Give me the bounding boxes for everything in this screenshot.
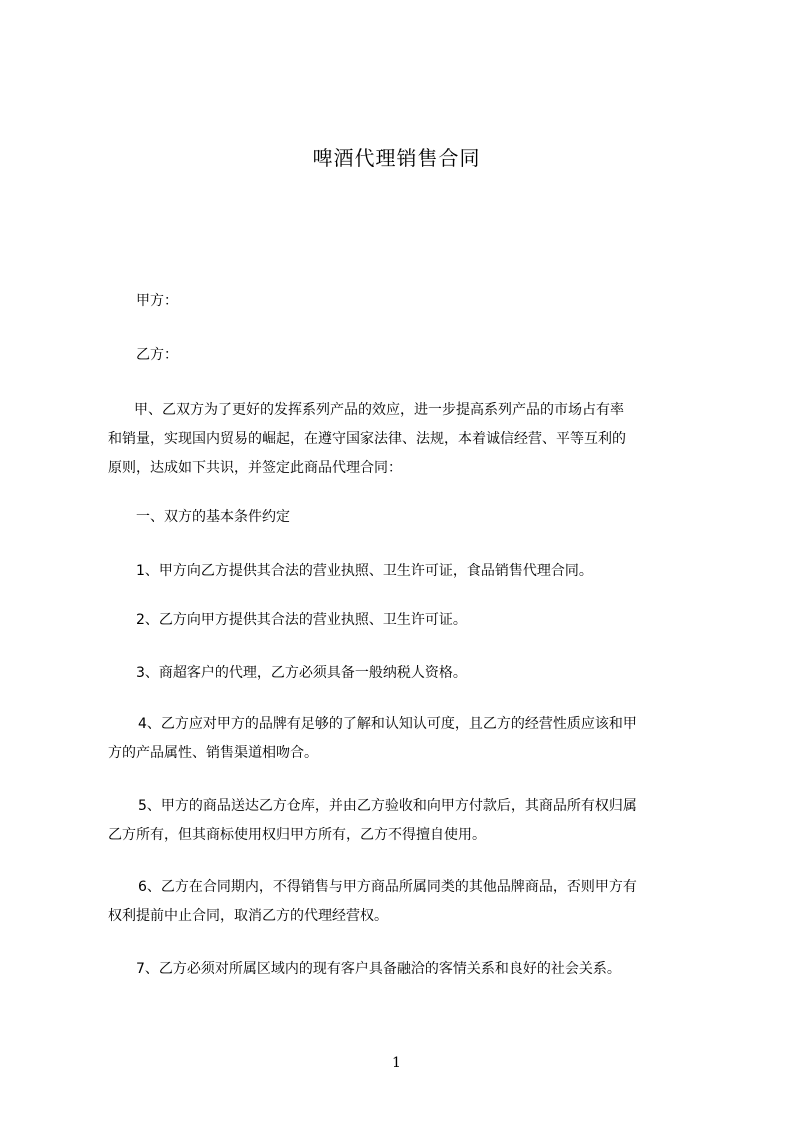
clause-item xyxy=(108,873,708,931)
clause-line: 4、乙方应对甲方的品牌有足够的了解和认知认可度，且乙方的经营性质应该和甲 xyxy=(138,716,637,732)
preamble-line: 甲、乙双方为了更好的发挥系列产品的效应，进一步提高系列产品的市场占有率 xyxy=(120,402,624,418)
page-number: 1 xyxy=(392,1055,401,1071)
party-b-label: 乙方： xyxy=(136,347,178,363)
preamble-line: 和销量，实现国内贸易的崛起，在遵守国家法律、法规，本着诚信经营、平等互利的 xyxy=(108,431,626,447)
clause-line: 1、甲方向乙方提供其合法的营业执照、卫生许可证，食品销售代理合同。 xyxy=(136,563,593,579)
clause-line: 权利提前中止合同，取消乙方的代理经营权。 xyxy=(108,908,388,924)
clause-line: 2、乙方向甲方提供其合法的营业执照、卫生许可证。 xyxy=(136,612,467,628)
clause-line: 方的产品属性、销售渠道相吻合。 xyxy=(108,745,318,761)
clause-item xyxy=(108,710,708,768)
document-title: 啤酒代理销售合同 xyxy=(312,146,481,170)
clause-line: 3、商超客户的代理，乙方必须具备一般纳税人资格。 xyxy=(136,665,467,681)
preamble-line: 原则，达成如下共识，并签定此商品代理合同： xyxy=(108,460,402,476)
preamble-paragraph xyxy=(108,396,708,483)
clause-item xyxy=(136,606,736,635)
clause-item xyxy=(108,792,708,850)
clause-line: 5、甲方的商品送达乙方仓库，并由乙方验收和向甲方付款后，其商品所有权归属 xyxy=(138,798,637,814)
clause-line: 7、乙方必须对所属区域内的现有客户具备融洽的客情关系和良好的社会关系。 xyxy=(136,961,621,977)
clause-item xyxy=(136,659,736,688)
party-a-label: 甲方： xyxy=(136,293,178,309)
clause-item xyxy=(136,557,736,586)
clause-line: 6、乙方在合同期内，不得销售与甲方商品所属同类的其他品牌商品，否则甲方有 xyxy=(138,879,637,895)
clause-item xyxy=(136,955,736,984)
clause-line: 乙方所有，但其商标使用权归甲方所有，乙方不得擅自使用。 xyxy=(108,827,486,843)
section-heading: 一、双方的基本条件约定 xyxy=(136,509,290,525)
